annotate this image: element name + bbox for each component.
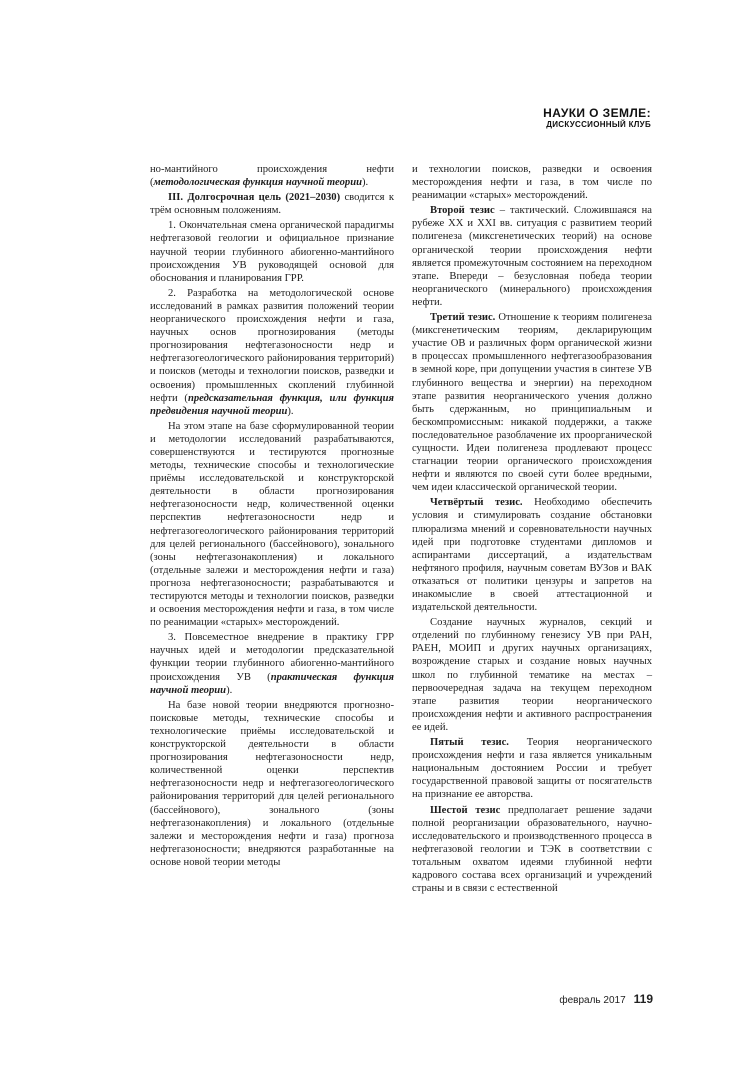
paragraph: Четвёртый тезис. Необходимо обеспечить условия и стимулировать создание обстановки плюрализма мнений и соревновательности научных идей при подготовке студентами дипломов и аспирантами диссертаций, а издательствам нефтяного профиля, научным советам ВУЗов и ВАК отказаться от политики цензуры и запретов на инакомыслие в своей аттестационной и издательской деятельности. [412, 497, 652, 614]
paragraph: На этом этапе на базе сформулированной теории и методологии исследований разрабатываются, совершенствуются и тестируются прогнозные методы, технические способы и технологические приёмы исследовательской и конструкторской деятельности в области прогнозирования нефтегазоносности недр, количественной оценки перспектив нефтегазоносности недр и нефтегазогеологического районирования территорий для целей регионального (бассейнового), зонального (зоны нефтегазонакопления) и локального (отдельные залежи и месторождения нефти и газа) прогноза нефтегазоносности; разрабатываются и тестируются методы и технологии поисков, разведки и освоения месторождения нефти и газа, в том числе по реанимации «старых» месторождений. [150, 420, 394, 629]
paragraph: Пятый тезис. Теория неорганического происхождения нефти и газа является уникальным национальным достоянием России и требует государственной правовой защиты от посягательств на признание ее авторства. [412, 737, 652, 801]
issue-date: февраль 2017 [559, 995, 626, 1006]
paragraph: На базе новой теории внедряются прогнозно-поисковые методы, технические способы и технологические приёмы исследовательской и конструкторской деятельности в области прогнозирования нефтегазоносности недр, количественной оценки перспектив нефтегазоносности недр и нефтегазогеологического районирования территорий для целей регионального (бассейнового), зонального (зоны нефтегазонакопления) и локального (отдельные залежи и месторождения нефти и газа) прогноза нефтегазоносности; внедряются разработанные на основе новой теории методы [150, 699, 394, 868]
section-title: НАУКИ О ЗЕМЛЕ: [543, 106, 651, 120]
paragraph: но-мантийного происхождения нефти (методологическая функция научной теории). [150, 164, 394, 189]
paragraph: 1. Окончательная смена органической парадигмы нефтегазовой геологии и официальное признание научной теории глубинного абиогенно-мантийного происхождения УВ руководящей основой для обоснования и планирования ГРР. [150, 220, 394, 284]
paragraph: 2. Разработка на методологической основе исследований в рамках развития положений теории неорганического происхождения нефти и газа, научных основ прогнозирования (методы прогнозирования нефтегазоносности недр и нефтегазогеологического районирования территорий) и поисков (методы и технологии поисков, разведки и освоения) промышленных скоплений глубинной нефти (предсказательная функция, или функция предвидения научной теории). [150, 287, 395, 417]
section-header [543, 107, 651, 130]
paragraph: Второй тезис – тактический. Сложившаяся на рубеже XX и XXI вв. ситуация с развитием теорий полигенеза (миксгенетических теорий) на основе органической теории происхождения нефти является промежуточным состоянием на переходном этапе. Впереди – безусловная победа теории неорганического (минерального) происхождения нефти. [412, 205, 652, 308]
paragraph: Третий тезис. Отношение к теориям полигенеза (миксгенетическим теориям, декларирующим участие ОВ и различных форм органической жизни в процессах промышленного нефтегазообразования в земной коре, при допущении участия в синтезе УВ глубинного вещества и энергии) на переходном этапе развития неорганического учения должно быть сдержанным, но принципиальным и бескомпромиссным: никакой поддержки, а также последовательное разоблачение их проорганической сущности. Идеи полигенеза продлевают процесс стагнации теории органического происхождения нефти и являются по своей сути более вредными, чем идеи классической органической теории. [412, 312, 653, 494]
page-footer [559, 992, 653, 1006]
left-column [150, 163, 394, 871]
section-subtitle: ДИСКУССИОННЫЙ КЛУБ [546, 120, 651, 129]
paragraph: и технологии поисков, разведки и освоения месторождения нефти и газа, в том числе по реанимации «старых» месторождений. [412, 164, 652, 202]
right-column [412, 163, 652, 897]
paragraph: 3. Повсеместное внедрение в практику ГРР научных идей и методологии предсказательной функции теории глубинного абиогенно-мантийного происхождения УВ (практическая функция научной теории). [150, 632, 394, 696]
page-number: 119 [633, 992, 653, 1006]
paragraph: III. Долгосрочная цель (2021–2030) сводится к трём основным положениям. [150, 192, 394, 217]
paragraph: Создание научных журналов, секций и отделений по глубинному генезису УВ при РАН, РАЕН, МОИП и других научных организациях, возрождение старых и создание новых научных школ по глубинной тематике на местах – первоочередная задача на текущем переходном этапе развития теории неорганического происхождения нефти и активного распространения ее идей. [412, 617, 652, 733]
paragraph: Шестой тезис предполагает решение задачи полной реорганизации образовательного, научно-исследовательского и производственного процесса в нефтегазовой геологии и ТЭК в соответствии с тотальным охватом идеями глубинной нефти кадрового состава всех организаций и учреждений страны и в связи с естественной [412, 804, 652, 895]
